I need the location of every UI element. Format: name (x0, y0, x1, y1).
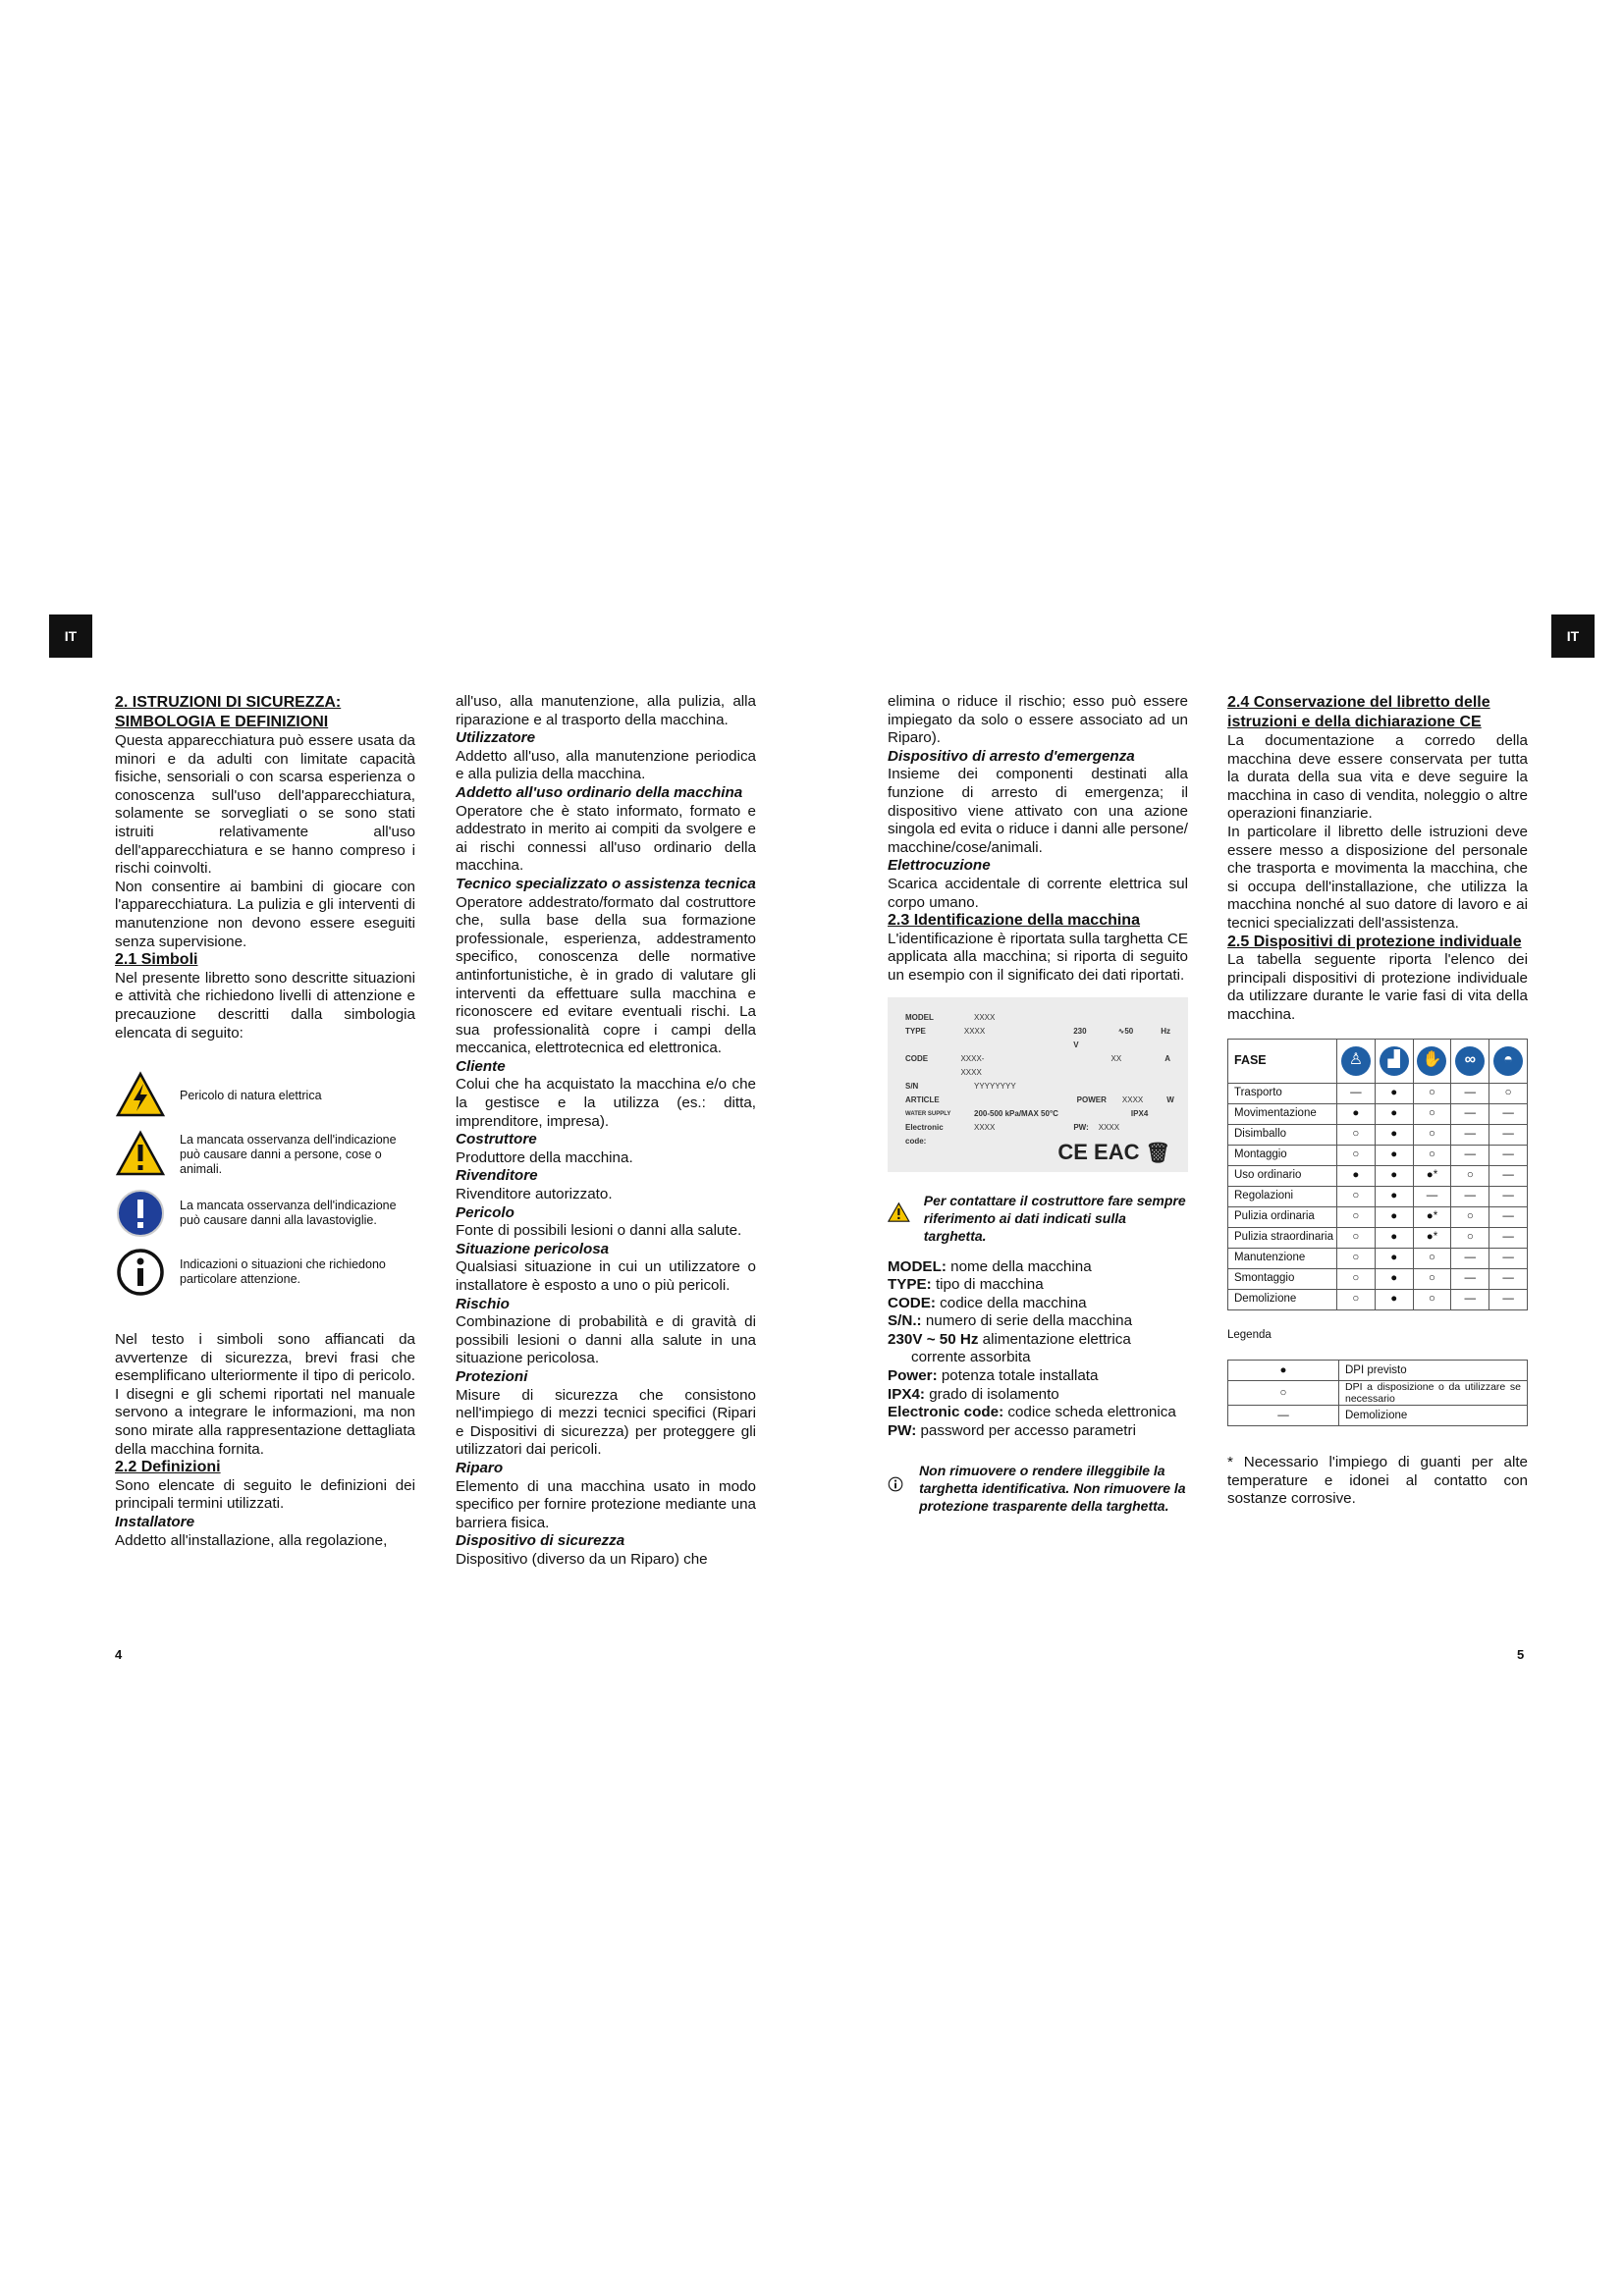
ppe-phase: Pulizia straordinaria (1228, 1227, 1337, 1248)
symbol-text: La mancata osservanza dell'indicazione può causare danni alla lavastoviglie. (180, 1199, 397, 1228)
plate-unit: W (1166, 1095, 1174, 1104)
ppe-phase: Disimballo (1228, 1124, 1337, 1145)
warning-icon (115, 1129, 166, 1180)
definition-text: Colui che ha acquistato la macchina e/o che la gestisce e la utilizza (es.: ditta, imprenditore, impresa). (456, 1076, 756, 1130)
legend-text: Demolizione (1339, 1406, 1528, 1426)
ppe-cell: ○ (1413, 1103, 1451, 1124)
definition-text: Misure di sicurezza che consistono nell'impiego di mezzi tecnici specifici (Ripari e Dispositivi di sicurezza) per proteggere gli utilizzatori dai pericoli. (456, 1386, 756, 1459)
ppe-phase: Montaggio (1228, 1145, 1337, 1165)
legend-text: DPI previsto (1339, 1361, 1528, 1381)
definition-text: Scarica accidentale di corrente elettrica sul corpo umano. (888, 875, 1188, 911)
paragraph-2-4-b: In particolare il libretto delle istruzioni deve essere messo a disposizione del personale che trasporta e movimenta la macchina, che si occupa dell'installazione, che utilizza la macchina nonché al suo datore di lavoro e ai tecnici specializzati dell'assistenza. (1227, 823, 1528, 932)
notice-text: Non rimuovere o rendere illeggibile la targhetta identificativa. Non rimuovere la protezione trasparente della targhetta. (919, 1463, 1186, 1515)
plate-field-line: corrente assorbita (911, 1349, 1031, 1366)
plate-value: YYYYYYYY (974, 1081, 1016, 1091)
plate-field-line: S/N.: numero di serie della macchina (888, 1312, 1133, 1330)
plate-value: XXXX (1121, 1095, 1144, 1104)
legend-row (1228, 1406, 1528, 1426)
plate-label: S/N (905, 1081, 919, 1091)
definition-term: Tecnico specializzato o assistenza tecnica (456, 875, 756, 892)
symbol-text: Pericolo di natura elettrica (180, 1088, 322, 1102)
ppe-cell: ● (1337, 1165, 1376, 1186)
ppe-row (1228, 1227, 1528, 1248)
plate-voltage: 230 (1073, 1026, 1087, 1036)
definition-term: Situazione pericolosa (456, 1240, 610, 1257)
ppe-row (1228, 1103, 1528, 1124)
plate-label: POWER (1076, 1095, 1107, 1104)
symbol-row (115, 1188, 415, 1239)
definition-term: Pericolo (456, 1203, 514, 1221)
ppe-phase: Pulizia ordinaria (1228, 1206, 1337, 1227)
ppe-cell: ● (1375, 1124, 1413, 1145)
ppe-phase: Manutenzione (1228, 1248, 1337, 1268)
ppe-cell: ○ (1337, 1145, 1376, 1165)
overalls-icon: ♙ (1341, 1046, 1371, 1076)
helmet-icon: ◓ (1493, 1046, 1523, 1076)
plate-label: TYPE (905, 1026, 926, 1036)
definition-term: Addetto all'uso ordinario della macchina (456, 783, 743, 801)
ppe-phase: Movimentazione (1228, 1103, 1337, 1124)
ppe-phase: Demolizione (1228, 1289, 1337, 1309)
definition-text: Combinazione di probabilità e di gravità di possibili lesioni o danni alla salute in una situazione pericolosa. (456, 1313, 756, 1367)
ppe-cell: ○ (1413, 1124, 1451, 1145)
definition-continuation: all'uso, alla manutenzione, alla pulizia, alla riparazione e al trasporto della macchina. (456, 693, 756, 728)
safety-shoes-icon: ▟ (1380, 1046, 1409, 1076)
legend-row (1228, 1361, 1528, 1381)
ppe-cell: ● (1375, 1248, 1413, 1268)
ppe-cell: ○ (1451, 1227, 1489, 1248)
page-number-right: 5 (1517, 1647, 1525, 1662)
ppe-cell: — (1489, 1124, 1528, 1145)
ppe-cell: — (1451, 1083, 1489, 1103)
definition-term: Protezioni (456, 1367, 528, 1385)
ppe-cell: ●* (1413, 1206, 1451, 1227)
goggles-icon: ∞ (1455, 1046, 1485, 1076)
symbols-note: Nel testo i simboli sono affiancati da avvertenze di sicurezza, brevi frasi che esemplificano ulteriormente il tipo di pericolo. I disegni e gli schemi riportati nel manuale servono a integrare le informazioni, ma non sono mirate alla rappresentazione dettagliata della macchina fornita. (115, 1331, 415, 1458)
ppe-cell: — (1489, 1186, 1528, 1206)
definition-text: Produttore della macchina. (456, 1148, 633, 1166)
left-page-column-2 (456, 693, 756, 1570)
ppe-row (1228, 1206, 1528, 1227)
notice-text: Per contattare il costruttore fare sempre riferimento ai dati indicati sulla targhetta. (923, 1192, 1186, 1244)
plate-field-legend (888, 1258, 1188, 1441)
ppe-cell: ● (1375, 1103, 1413, 1124)
ppe-cell: — (1489, 1206, 1528, 1227)
legend-symbol: ○ (1228, 1381, 1339, 1406)
definition-text: Dispositivo (diverso da un Riparo) che (456, 1550, 708, 1568)
electric-hazard-icon (115, 1070, 166, 1121)
section-2-1-title: 2.1 Simboli (115, 951, 198, 969)
definition-text: Operatore addestrato/formato dal costruttore che, sulla base della sua formazione professionale, esperienza, addestramento specifico, conoscenza delle normative antinfortunistiche, è in grado di valutare gli interventi da effettuare sulla macchina e riconoscere ed evitare eventuali rischi. La sua professionalità copre i campi della meccanica, elettrotecnica ed elettronica. (456, 893, 756, 1057)
legend-symbol: — (1228, 1406, 1339, 1426)
paragraph-2-4-a: La documentazione a corredo della macchina deve essere conservata per tutta la durata della sua vita e deve seguire la macchina in caso di vendita, noleggio o altre operazioni finanziarie. (1227, 732, 1528, 823)
ppe-row (1228, 1268, 1528, 1289)
ppe-phase: Smontaggio (1228, 1268, 1337, 1289)
plate-field-line: Power: potenza totale installata (888, 1367, 1099, 1385)
ppe-cell: ●* (1413, 1165, 1451, 1186)
plate-label: WATER SUPPLY (905, 1110, 951, 1117)
warning-icon (888, 1192, 910, 1233)
ppe-table (1227, 1039, 1528, 1310)
ppe-cell: ○ (1413, 1145, 1451, 1165)
ppe-cell: — (1489, 1165, 1528, 1186)
definition-term: Installatore (115, 1514, 195, 1531)
ppe-cell: — (1451, 1103, 1489, 1124)
ppe-cell: ● (1375, 1289, 1413, 1309)
plate-removal-notice (888, 1462, 1188, 1515)
plate-value: XXXX (963, 1026, 986, 1036)
ppe-cell: ● (1375, 1186, 1413, 1206)
ppe-cell: ● (1375, 1145, 1413, 1165)
ppe-header-fase: FASE (1228, 1039, 1337, 1083)
ppe-cell: ○ (1451, 1165, 1489, 1186)
language-badge-left: IT (49, 614, 92, 658)
plate-value: XXXX (974, 1122, 996, 1132)
plate-field-line: Electronic code: codice scheda elettronica (888, 1404, 1176, 1421)
section-2-title: 2. ISTRUZIONI DI SICUREZZA: SIMBOLOGIA E DEFINIZIONI (115, 694, 342, 730)
ppe-cell: — (1451, 1248, 1489, 1268)
ppe-cell: — (1489, 1268, 1528, 1289)
symbol-row (115, 1129, 415, 1180)
plate-ip-rating: IPX4 (1130, 1108, 1149, 1118)
plate-label: MODEL (905, 1012, 934, 1022)
ppe-cell: — (1489, 1103, 1528, 1124)
ppe-cell: — (1489, 1227, 1528, 1248)
section-2-3-title: 2.3 Identificazione della macchina (888, 912, 1140, 930)
paragraph-2-5: La tabella seguente riporta l'elenco dei principali dispositivi di protezione individuale da utilizzare durante le varie fasi di vita della macchina. (1227, 951, 1528, 1023)
ppe-cell: — (1489, 1145, 1528, 1165)
plate-current: XX (1110, 1053, 1122, 1063)
ppe-cell: ○ (1337, 1268, 1376, 1289)
plate-value: XXXX (974, 1012, 996, 1022)
right-page-column-1 (888, 693, 1188, 1528)
plate-value: 200-500 kPa/MAX 50°C (974, 1108, 1058, 1118)
ppe-cell: ○ (1413, 1248, 1451, 1268)
ppe-row (1228, 1083, 1528, 1103)
definition-text: Fonte di possibili lesioni o danni alla salute. (456, 1222, 742, 1240)
ppe-cell: ● (1375, 1227, 1413, 1248)
legend-row (1228, 1381, 1528, 1406)
definition-term: Utilizzatore (456, 729, 536, 747)
language-badge-right: IT (1551, 614, 1595, 658)
legend-symbol: ● (1228, 1361, 1339, 1381)
ce-eac-marks: CE EAC 🗑 (1057, 1139, 1170, 1164)
ce-rating-plate: MODEL XXXX TYPE XXXX 230 V ∿50 Hz CODE XXXX-XXXX XX A S/N YYYYYYYY ARTICLE POWER XXXX W WATER SUPPLY 200-500 kPa/MAX 50°C IPX4 Electronic code: XXXX PW: XXXX CE EAC 🗑 (888, 997, 1188, 1172)
definition-text: Elemento di una macchina usato in modo specifico per fornire protezione mediante una barriera fisica. (456, 1477, 756, 1531)
plate-field-line: MODEL: nome della macchina (888, 1257, 1092, 1275)
plate-value: XXXX (1098, 1122, 1120, 1132)
legend-title: Legenda (1227, 1328, 1272, 1341)
ppe-cell: ○ (1337, 1206, 1376, 1227)
ppe-cell: — (1413, 1186, 1451, 1206)
plate-field-line: CODE: codice della macchina (888, 1294, 1087, 1311)
symbols-intro: Nel presente libretto sono descritte situazioni e attività che richiedono livelli di attenzione e precauzione descritti dalla simbologia elencata di seguito: (115, 969, 415, 1041)
contact-notice (888, 1192, 1188, 1245)
ppe-cell: ○ (1337, 1124, 1376, 1145)
plate-field-line: PW: password per accesso parametri (888, 1421, 1136, 1439)
plate-value: XXXX-XXXX (960, 1053, 985, 1077)
ppe-cell: — (1451, 1145, 1489, 1165)
weee-bin-icon: 🗑 (1145, 1142, 1170, 1164)
ppe-cell: ○ (1451, 1206, 1489, 1227)
footnote: * Necessario l'impiego di guanti per alte temperature e idonei al contatto con sostanze corrosive. (1227, 1454, 1528, 1508)
definition-term: Riparo (456, 1459, 504, 1476)
definition-term: Costruttore (456, 1131, 537, 1148)
ppe-cell: — (1337, 1083, 1376, 1103)
ppe-cell: — (1451, 1186, 1489, 1206)
definition-term: Dispositivo di arresto d'emergenza (888, 747, 1135, 765)
ppe-cell: ○ (1337, 1227, 1376, 1248)
info-icon (115, 1247, 166, 1298)
ppe-cell: ○ (1337, 1289, 1376, 1309)
ppe-cell: — (1489, 1248, 1528, 1268)
ppe-cell: ● (1375, 1165, 1413, 1186)
plate-label: PW: (1073, 1122, 1089, 1132)
plate-field-line: TYPE: tipo di macchina (888, 1276, 1044, 1294)
symbol-row (115, 1070, 415, 1121)
plate-unit: Hz (1161, 1026, 1170, 1036)
ppe-row (1228, 1145, 1528, 1165)
section-2-4-title: 2.4 Conservazione del libretto delle istruzioni e della dichiarazione CE (1227, 694, 1490, 730)
ppe-cell: ○ (1413, 1268, 1451, 1289)
intro-paragraph-2: Non consentire ai bambini di giocare con l'apparecchiatura. La pulizia e gli interventi di manutenzione non devono essere eseguiti senza supervisione. (115, 878, 415, 950)
ppe-cell: ●* (1413, 1227, 1451, 1248)
ppe-cell: ● (1337, 1103, 1376, 1124)
plate-unit: V (1073, 1040, 1079, 1049)
plate-field-line: 230V ~ 50 Hz alimentazione elettrica (888, 1330, 1131, 1348)
plate-field-line: IPX4: grado di isolamento (888, 1385, 1059, 1403)
info-icon (888, 1462, 903, 1507)
symbol-text: La mancata osservanza dell'indicazione può causare danni a persone, cose o animali. (180, 1132, 397, 1176)
definition-text: Qualsiasi situazione in cui un utilizzatore o installatore è esposto a uno o più pericoli. (456, 1258, 756, 1294)
definition-term: Elettrocuzione (888, 857, 991, 875)
intro-paragraph-1: Questa apparecchiatura può essere usata da minori e da adulti con limitate capacità fisiche, sensoriali o con scarsa esperienza o conoscenza sull'uso dell'apparecchiatura, solamente se sorvegliati o se sono stati istruiti relativamente all'uso dell'apparecchiatura e se hanno compreso i rischi coinvolti. (115, 732, 415, 878)
ppe-phase: Regolazioni (1228, 1186, 1337, 1206)
ppe-cell: — (1451, 1268, 1489, 1289)
ppe-cell: ● (1375, 1268, 1413, 1289)
definition-text: Addetto all'installazione, alla regolazione, (115, 1531, 388, 1549)
gloves-icon: ✋ (1417, 1046, 1446, 1076)
definition-text: Insieme dei componenti destinati alla funzione di arresto di emergenza; il dispositivo viene attivato con una azione singola ed evita o riduce i danni alle persone/ macchine/cose/animali. (888, 766, 1188, 856)
ppe-row (1228, 1186, 1528, 1206)
left-page-column-1 (115, 693, 415, 1550)
ppe-cell: ● (1375, 1206, 1413, 1227)
ppe-row (1228, 1165, 1528, 1186)
plate-label: ARTICLE (905, 1095, 940, 1104)
definition-term: Rischio (456, 1295, 510, 1312)
ppe-cell: ○ (1413, 1083, 1451, 1103)
plate-frequency: 50 (1124, 1026, 1134, 1036)
ppe-cell: ○ (1337, 1248, 1376, 1268)
section-2-2-title: 2.2 Definizioni (115, 1459, 221, 1476)
ppe-cell: ○ (1489, 1083, 1528, 1103)
definition-text: Operatore che è stato informato, formato e addestrato in merito ai compiti da svolgere e ai rischi connessi all'uso ordinario della macchina. (456, 802, 756, 875)
page-number-left: 4 (115, 1647, 123, 1662)
plate-label: Electronic code: (905, 1122, 944, 1146)
symbol-text: Indicazioni o situazioni che richiedono particolare attenzione. (180, 1257, 386, 1287)
definition-text: Addetto all'uso, alla manutenzione periodica e alla pulizia della macchina. (456, 747, 756, 783)
ppe-phase: Uso ordinario (1228, 1165, 1337, 1186)
right-page-column-2 (1227, 693, 1528, 1509)
plate-label: CODE (905, 1053, 929, 1063)
ppe-cell: — (1489, 1289, 1528, 1309)
ppe-row (1228, 1248, 1528, 1268)
definition-term: Cliente (456, 1057, 506, 1075)
ppe-cell: ● (1375, 1083, 1413, 1103)
ppe-cell: — (1451, 1124, 1489, 1145)
ppe-row (1228, 1124, 1528, 1145)
legend-text: DPI a disposizione o da utilizzare se necessario (1339, 1381, 1528, 1406)
plate-unit: A (1164, 1053, 1170, 1063)
section-2-5-title: 2.5 Dispositivi di protezione individuale (1227, 933, 1522, 950)
ppe-cell: ○ (1413, 1289, 1451, 1309)
definition-term: Rivenditore (456, 1167, 538, 1185)
definition-term: Dispositivo di sicurezza (456, 1532, 625, 1550)
ppe-row (1228, 1289, 1528, 1309)
ppe-cell: ○ (1337, 1186, 1376, 1206)
exclamation-icon (115, 1188, 166, 1239)
identification-text: L'identificazione è riportata sulla targhetta CE applicata alla macchina; si riporta di seguito un esempio con il significato dei dati riportati. (888, 930, 1188, 984)
ppe-cell: — (1451, 1289, 1489, 1309)
ppe-phase: Trasporto (1228, 1083, 1337, 1103)
legend-table (1227, 1360, 1528, 1426)
symbol-row (115, 1247, 415, 1298)
definition-text: Rivenditore autorizzato. (456, 1186, 613, 1203)
definitions-intro: Sono elencate di seguito le definizioni dei principali termini utilizzati. (115, 1476, 415, 1513)
definition-continuation: elimina o riduce il rischio; esso può essere impiegato da solo o essere associato ad un Riparo). (888, 693, 1188, 747)
